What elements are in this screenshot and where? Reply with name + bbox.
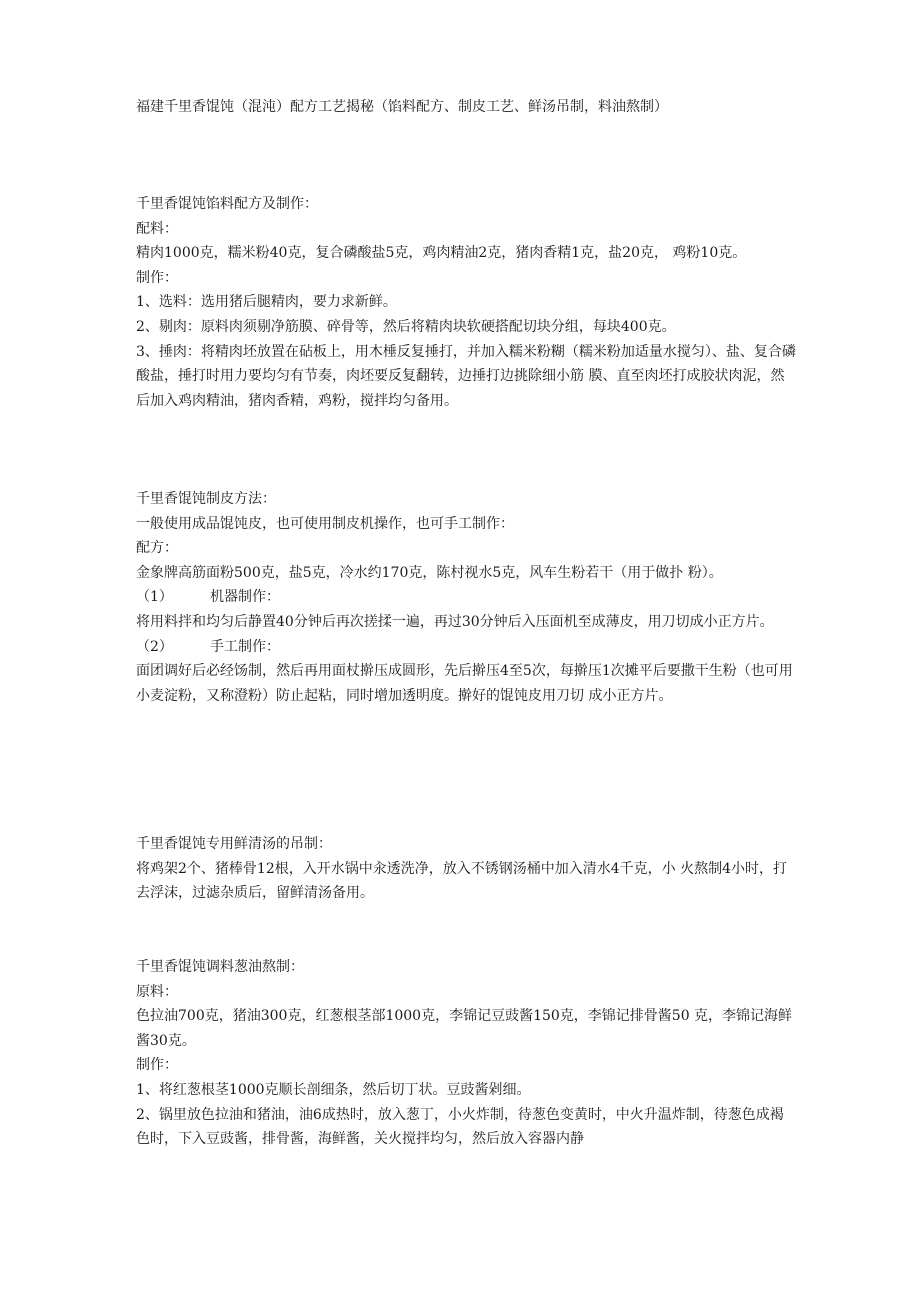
wrapper-heading: 千里香馄饨制皮方法：: [136, 491, 276, 507]
filling-section: [136, 192, 796, 413]
filling-ingredients: 精肉1000克，糯米粉40克，复合磷酸盐5克，鸡肉精油2克，猪肉香精1克，盐20克， 鸡粉10克。: [136, 245, 747, 262]
oil-section: [136, 955, 796, 1152]
filling-step-3: 3、捶肉：将精肉坯放置在砧板上，用木棰反复捶打，并加入糯米粉糊（糯米粉加适量水搅匀）、盐、复合磷酸盐，捶打时用力要均匀有节奏，肉坯要反复翻转，边捶打边挑除细小筋 膜、直至肉坯打成胶状肉泥，然后加入鸡肉精油，猪肉香精，鸡粉，搅拌均匀备用。: [136, 343, 796, 409]
oil-step-2: 2、锅里放色拉油和猪油，油6成热时，放入葱丁，小火炸制，待葱色变黄时，中火升温炸制，待葱色成褐色时，下入豆豉酱，排骨酱，海鲜酱，关火搅拌均匀，然后放入容器内静: [136, 1106, 784, 1148]
filling-step-1: 1、选料：选用猪后腿精肉，要力求新鲜。: [136, 294, 397, 311]
machine-method-label: 机器制作：: [210, 589, 280, 606]
hand-method-number: （2）: [136, 638, 173, 655]
oil-step-1: 1、将红葱根茎1000克顺长剖细条，然后切丁状。豆豉酱剁细。: [136, 1081, 531, 1098]
soup-section: [136, 832, 796, 906]
filling-method-label: 制作：: [136, 269, 178, 286]
wrapper-section: [136, 487, 796, 708]
soup-heading: 千里香馄饨专用鲜清汤的吊制：: [136, 836, 332, 852]
hand-method-heading: [136, 635, 796, 660]
machine-method-text: 将用料拌和均匀后静置40分钟后再次搓揉一遍，再过30分钟后入压面机至成薄皮，用刀切成小正方片。: [136, 613, 774, 630]
hand-method-text: 面团调好后必经饧制，然后再用面杖擀压成圆形，先后擀压4至5次，每擀压1次摊平后要撒干生粉（也可用小麦淀粉，又称澄粉）防止起粘，同时增加透明度。擀好的馄饨皮用刀切 成小正方片。: [136, 663, 793, 704]
soup-text: 将鸡架2个、猪棒骨12根，入开水锅中汆透洗净，放入不锈钢汤桶中加入清水4千克，小 火熬制4小时，打去浮沫，过滤杂质后，留鲜清汤备用。: [136, 860, 787, 902]
document-title: 福建千里香馄饨（混沌）配方工艺揭秘（馅料配方、制皮工艺、鲜汤吊制，料油熬制）: [136, 99, 668, 115]
machine-method-number: （1）: [136, 589, 173, 606]
filling-step-2: 2、剔肉：原料肉须剔净筋膜、碎骨等，然后将精肉块软硬搭配切块分组，每块400克。: [136, 318, 676, 335]
filling-ingredients-label: 配料：: [136, 220, 178, 237]
machine-method-heading: [136, 585, 796, 610]
wrapper-recipe: 金象牌高筋面粉500克，盐5克，冷水约170克，陈村视水5克，风车生粉若干（用于做扑 粉）。: [136, 564, 723, 581]
filling-heading: 千里香馄饨馅料配方及制作：: [136, 196, 318, 212]
oil-ingredients-label: 原料：: [136, 983, 178, 1000]
oil-heading: 千里香馄饨调料葱油熬制：: [136, 959, 304, 975]
wrapper-recipe-label: 配方：: [136, 540, 178, 557]
oil-ingredients: 色拉油700克，猪油300克，红葱根茎部1000克，李锦记豆豉酱150克，李锦记排骨酱50 克，李锦记海鲜酱30克。: [136, 1008, 793, 1049]
wrapper-intro: 一般使用成品馄饨皮，也可使用制皮机操作，也可手工制作：: [136, 515, 514, 532]
oil-method-label: 制作：: [136, 1057, 178, 1074]
hand-method-label: 手工制作：: [210, 638, 280, 655]
